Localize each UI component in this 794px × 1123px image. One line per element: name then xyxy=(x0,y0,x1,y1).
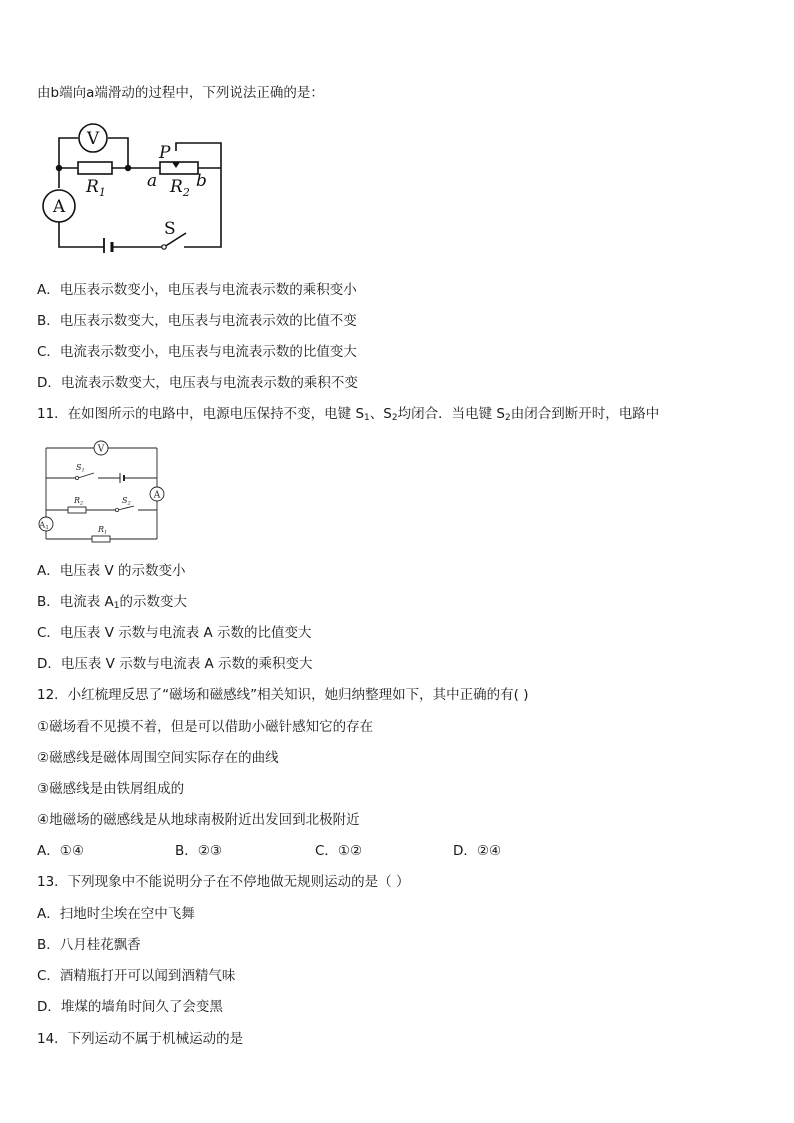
q10-r2-label: R xyxy=(170,177,183,197)
q10-end-b-label: b xyxy=(196,171,207,191)
q10-option-c: C．电流表示数变小，电压表与电流表示数的比值变大 xyxy=(37,344,357,360)
q10-slider-p-label: P xyxy=(159,143,171,163)
q10-ammeter-label: A xyxy=(52,197,66,217)
q12-option-c: C．①② xyxy=(315,843,363,859)
svg-text:R2: R2 xyxy=(74,496,84,507)
q12-stem: 12．小红梳理反思了“磁场和磁感线”相关知识，她归纳整理如下，其中正确的有( ) xyxy=(37,687,529,703)
q10-option-d: D．电流表示数变大，电压表与电流表示数的乘积不变 xyxy=(37,375,358,391)
q14-stem: 14．下列运动不属于机械运动的是 xyxy=(37,1031,244,1047)
q13-stem: 13．下列现象中不能说明分子在不停地做无规则运动的是（ ） xyxy=(37,874,410,890)
q12-item-3: ③磁感线是由铁屑组成的 xyxy=(37,781,185,797)
q13-option-d: D．堆煤的墙角时间久了会变黑 xyxy=(37,999,223,1015)
q10-switch-label: S xyxy=(164,219,176,239)
svg-text:R1 xyxy=(85,177,106,199)
svg-text:R1: R1 xyxy=(98,525,108,536)
q10-option-b: B．电压表示数变大，电压表与电流表示效的比值不变 xyxy=(37,313,357,329)
q11-circuit-diagram xyxy=(36,436,168,548)
q10-r1-label: R xyxy=(86,177,99,197)
q12-option-b: B．②③ xyxy=(175,843,222,859)
q11-option-d: D．电压表 V 示数与电流表 A 示数的乘积变大 xyxy=(37,656,313,672)
q10-circuit-diagram xyxy=(36,118,236,253)
q13-option-a: A．扫地时尘埃在空中飞舞 xyxy=(37,906,195,922)
q12-option-a: A．①④ xyxy=(37,843,84,859)
q11-voltmeter-label: V xyxy=(97,444,105,455)
q11-option-c: C．电压表 V 示数与电流表 A 示数的比值变大 xyxy=(37,625,312,641)
q10-stem-tail: 由b端向a端滑动的过程中，下列说法正确的是： xyxy=(37,85,324,101)
q10-option-a: A．电压表示数变小，电压表与电流表示数的乘积变小 xyxy=(37,282,357,298)
q12-options xyxy=(37,842,501,860)
q13-option-c: C．酒精瓶打开可以闻到酒精气味 xyxy=(37,968,236,984)
svg-text:S2: S2 xyxy=(122,496,131,507)
q12-item-1: ①磁场看不见摸不着，但是可以借助小磁针感知它的存在 xyxy=(37,719,374,735)
q10-r1-sub: 1 xyxy=(98,186,106,199)
q11-option-b: B．电流表 $A_1$的示数变大 xyxy=(37,594,188,611)
q12-option-d: D．②④ xyxy=(453,843,502,859)
q10-end-a-label: a xyxy=(147,171,158,191)
q11-ammeter-label: A xyxy=(153,490,161,501)
svg-text:A1: A1 xyxy=(39,520,49,531)
svg-text:S1: S1 xyxy=(76,463,85,474)
q11-option-a: A．电压表 V 的示数变小 xyxy=(37,563,186,579)
q11-stem: 11．在如图所示的电路中，电源电压保持不变，电键 $S_1$、$S_2$均闭合．当电键 $S_2$由闭合到断开时，电路中 xyxy=(37,406,660,423)
q10-voltmeter-label: V xyxy=(86,129,100,149)
q10-r2-sub: 2 xyxy=(182,186,190,199)
q13-option-b: B．八月桂花飘香 xyxy=(37,937,141,953)
q12-item-2: ②磁感线是磁体周围空间实际存在的曲线 xyxy=(37,750,279,766)
q12-item-4: ④地磁场的磁感线是从地球南极附近出发回到北极附近 xyxy=(37,812,360,828)
svg-text:R2 xyxy=(169,177,190,199)
